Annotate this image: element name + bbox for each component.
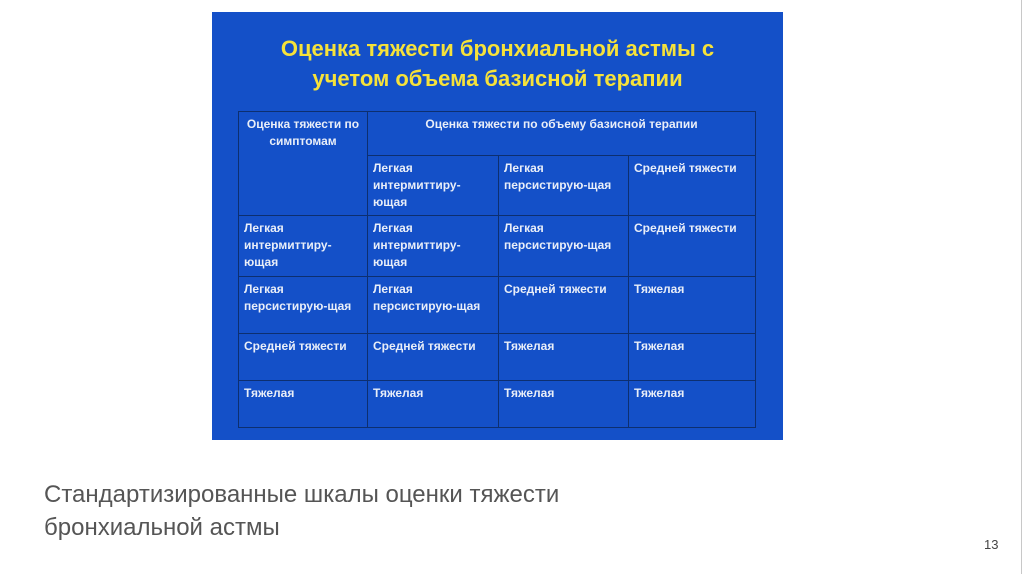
slide-title-line-2: учетом объема базисной терапии	[312, 66, 683, 91]
column-header-cell: Легкая персистирую-щая	[499, 156, 629, 216]
row-label-cell: Легкая персистирую-щая	[239, 277, 368, 334]
severity-table	[238, 111, 756, 428]
table-header-row	[239, 112, 756, 156]
slide-image	[212, 12, 783, 440]
column-header-cell: Средней тяжести	[629, 156, 756, 216]
table-cell: Тяжелая	[499, 381, 629, 428]
table-cell: Легкая персистирую-щая	[368, 277, 499, 334]
table-cell: Легкая интермиттиру-ющая	[368, 216, 499, 277]
slide-title	[212, 34, 783, 94]
table-cell: Средней тяжести	[629, 216, 756, 277]
caption-line-2: бронхиальной астмы	[44, 514, 280, 541]
table-row	[239, 216, 756, 277]
page-number: 13	[984, 537, 999, 552]
column-header-cell: Легкая интермиттиру-ющая	[368, 156, 499, 216]
table-row	[239, 381, 756, 428]
table-cell: Тяжелая	[368, 381, 499, 428]
row-header-cell: Оценка тяжести по симптомам	[239, 112, 368, 216]
table-row	[239, 277, 756, 334]
row-label-cell: Средней тяжести	[239, 334, 368, 381]
table-cell: Средней тяжести	[499, 277, 629, 334]
table-cell: Тяжелая	[629, 381, 756, 428]
row-label-cell: Тяжелая	[239, 381, 368, 428]
slide-title-line-1: Оценка тяжести бронхиальной астмы с	[280, 36, 715, 61]
table-cell: Средней тяжести	[368, 334, 499, 381]
slide-caption	[44, 478, 844, 544]
caption-line-1: Стандартизированные шкалы оценки тяжести	[44, 481, 560, 508]
page-edge-divider	[1021, 0, 1022, 574]
table-cell: Тяжелая	[499, 334, 629, 381]
table-row	[239, 334, 756, 381]
table-cell: Легкая персистирую-щая	[499, 216, 629, 277]
column-group-header-cell: Оценка тяжести по объему базисной терапии	[368, 112, 756, 156]
row-label-cell: Легкая интермиттиру-ющая	[239, 216, 368, 277]
table-cell: Тяжелая	[629, 277, 756, 334]
table-cell: Тяжелая	[629, 334, 756, 381]
